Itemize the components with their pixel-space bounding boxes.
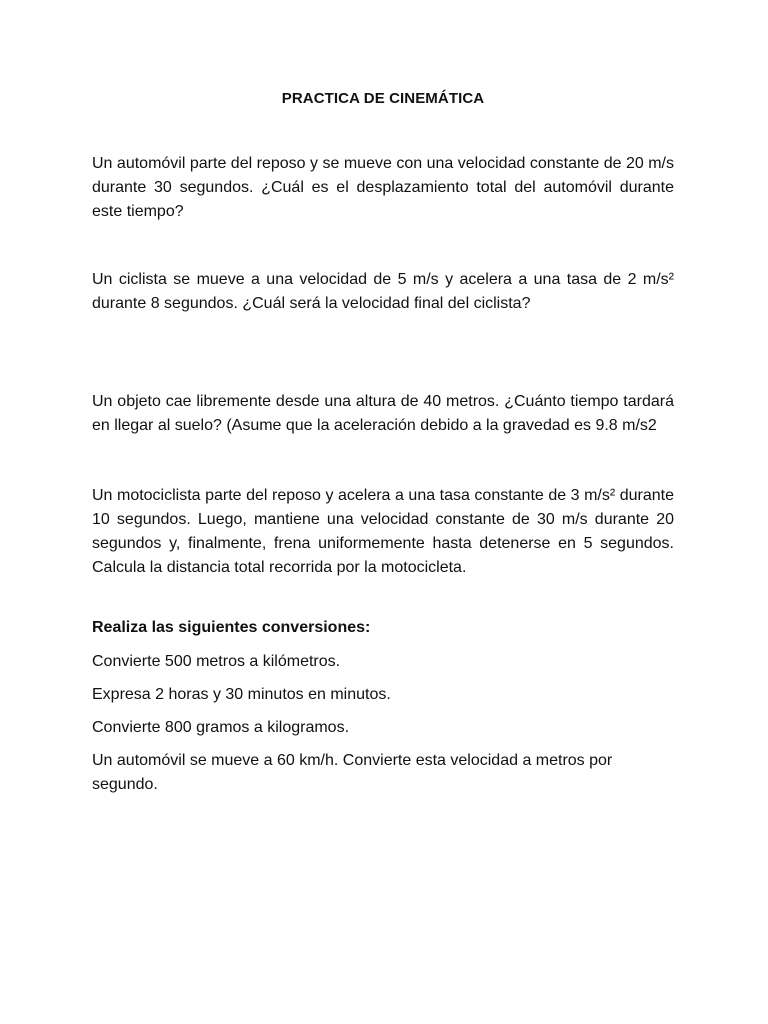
- conversion-item-3: Convierte 800 gramos a kilogramos.: [92, 719, 350, 736]
- problem-3: Un objeto cae libremente desde una altura de 40 metros. ¿Cuánto tiempo tardará en llegar al suelo? (Asume que la aceleración debido a la gravedad es 9.8 m/s2: [92, 393, 674, 434]
- document-body: [92, 88, 674, 797]
- problem-1: Un automóvil parte del reposo y se mueve con una velocidad constante de 20 m/s durante 30 segundos. ¿Cuál es el desplazamiento total del automóvil durante este tiempo?: [92, 155, 674, 220]
- conversions-heading: Realiza las siguientes conversiones:: [92, 619, 371, 636]
- conversion-item-4: Un automóvil se mueve a 60 km/h. Convierte esta velocidad a metros por segundo.: [92, 752, 613, 793]
- problem-2: Un ciclista se mueve a una velocidad de 5 m/s y acelera a una tasa de 2 m/s² durante 8 segundos. ¿Cuál será la velocidad final del ciclista?: [92, 271, 674, 312]
- document-title: PRACTICA DE CINEMÁTICA: [281, 90, 485, 107]
- problem-4: Un motociclista parte del reposo y acelera a una tasa constante de 3 m/s² durante 10 segundos. Luego, mantiene una velocidad constante de 30 m/s durante 20 segundos y, finalmente, frena uniformemente hasta detenerse en 5 segundos. Calcula la distancia total recorrida por la motocicleta.: [92, 487, 674, 576]
- conversion-item-2: Expresa 2 horas y 30 minutos en minutos.: [92, 686, 391, 703]
- conversion-item-1: Convierte 500 metros a kilómetros.: [92, 653, 341, 670]
- conversions-list: [92, 650, 674, 797]
